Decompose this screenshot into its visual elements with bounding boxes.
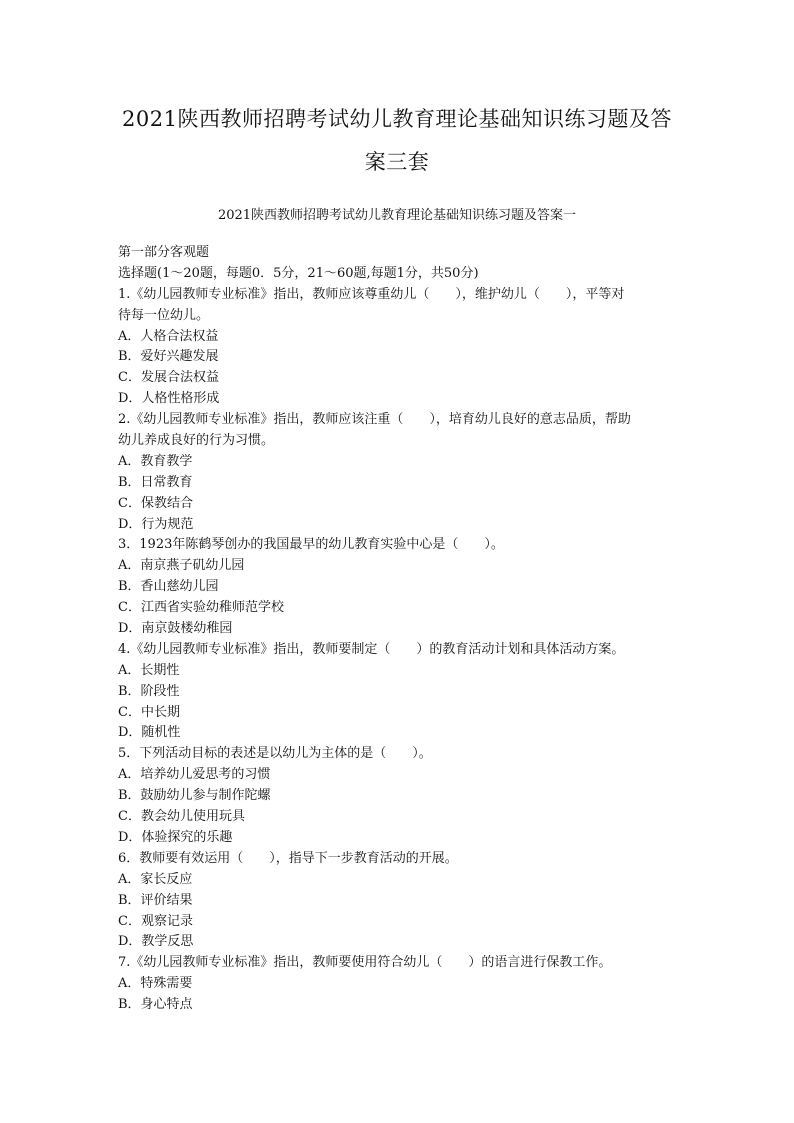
section-subtitle: 2021陕西教师招聘考试幼儿教育理论基础知识练习题及答案一 <box>217 208 577 223</box>
text-line: C．观察记录 <box>118 913 193 929</box>
text-line: C．江西省实验幼稚师范学校 <box>118 600 284 616</box>
document-title-line-2: 案三套 <box>364 150 430 174</box>
text-line: 待每一位幼儿。 <box>118 307 210 323</box>
text-line: 4.《幼儿园教师专业标准》指出，教师要制定（ ）的教育活动计划和具体活动方案。 <box>118 641 625 657</box>
text-line: D．教学反思 <box>118 934 194 950</box>
text-line: A．人格合法权益 <box>118 328 219 344</box>
text-line: C．发展合法权益 <box>118 370 219 386</box>
text-line: 3．1923年陈鹤琴创办的我国最早的幼儿教育实验中心是（ ）。 <box>118 537 504 553</box>
text-line: B．香山慈幼儿园 <box>118 579 219 595</box>
document-title-line-1: 2021陕西教师招聘考试幼儿教育理论基础知识练习题及答 <box>122 107 672 131</box>
text-line: B．鼓励幼儿参与制作陀螺 <box>118 788 271 804</box>
text-line: A．长期性 <box>118 662 180 678</box>
text-line: C．中长期 <box>118 704 180 720</box>
text-line: A．家长反应 <box>118 871 193 887</box>
text-line: B．阶段性 <box>118 683 180 699</box>
text-line: B．身心特点 <box>118 997 193 1013</box>
text-line: A．教育教学 <box>118 453 193 469</box>
text-line: D．随机性 <box>118 725 181 741</box>
text-line: B．日常教育 <box>118 474 193 490</box>
text-line: D．行为规范 <box>118 516 194 532</box>
text-line: 5．下列活动目标的表述是以幼儿为主体的是（ ）。 <box>118 746 432 762</box>
text-line: 1.《幼儿园教师专业标准》指出，教师应该尊重幼儿（ ），维护幼儿（ ），平等对 <box>118 286 625 302</box>
text-line: 选择题(1～20题，每题0．5分，21～60题,每题1分，共50分) <box>118 265 479 281</box>
text-line: 6．教师要有效运用（ ），指导下一步教育活动的开展。 <box>118 850 458 866</box>
text-line: A．培养幼儿爱思考的习惯 <box>118 767 271 783</box>
text-line: C．保教结合 <box>118 495 193 511</box>
text-line: 幼儿养成良好的行为习惯。 <box>118 433 275 449</box>
text-line: 2.《幼儿园教师专业标准》指出，教师应该注重（ ），培育幼儿良好的意志品质，帮助 <box>118 412 631 428</box>
text-line: 第一部分客观题 <box>118 245 210 260</box>
text-line: D．南京鼓楼幼稚园 <box>118 621 233 637</box>
text-line: A．南京燕子矶幼儿园 <box>118 558 245 574</box>
text-line: C．教会幼儿使用玩具 <box>118 809 245 825</box>
text-line: A．特殊需要 <box>118 976 193 992</box>
document-body <box>118 243 678 1016</box>
text-line: D．体验探究的乐趣 <box>118 829 233 845</box>
text-line: B．评价结果 <box>118 892 193 908</box>
text-line: 7.《幼儿园教师专业标准》指出，教师要使用符合幼儿（ ）的语言进行保教工作。 <box>118 955 612 971</box>
text-line: D．人格性格形成 <box>118 391 220 407</box>
text-line: B．爱好兴趣发展 <box>118 349 219 365</box>
